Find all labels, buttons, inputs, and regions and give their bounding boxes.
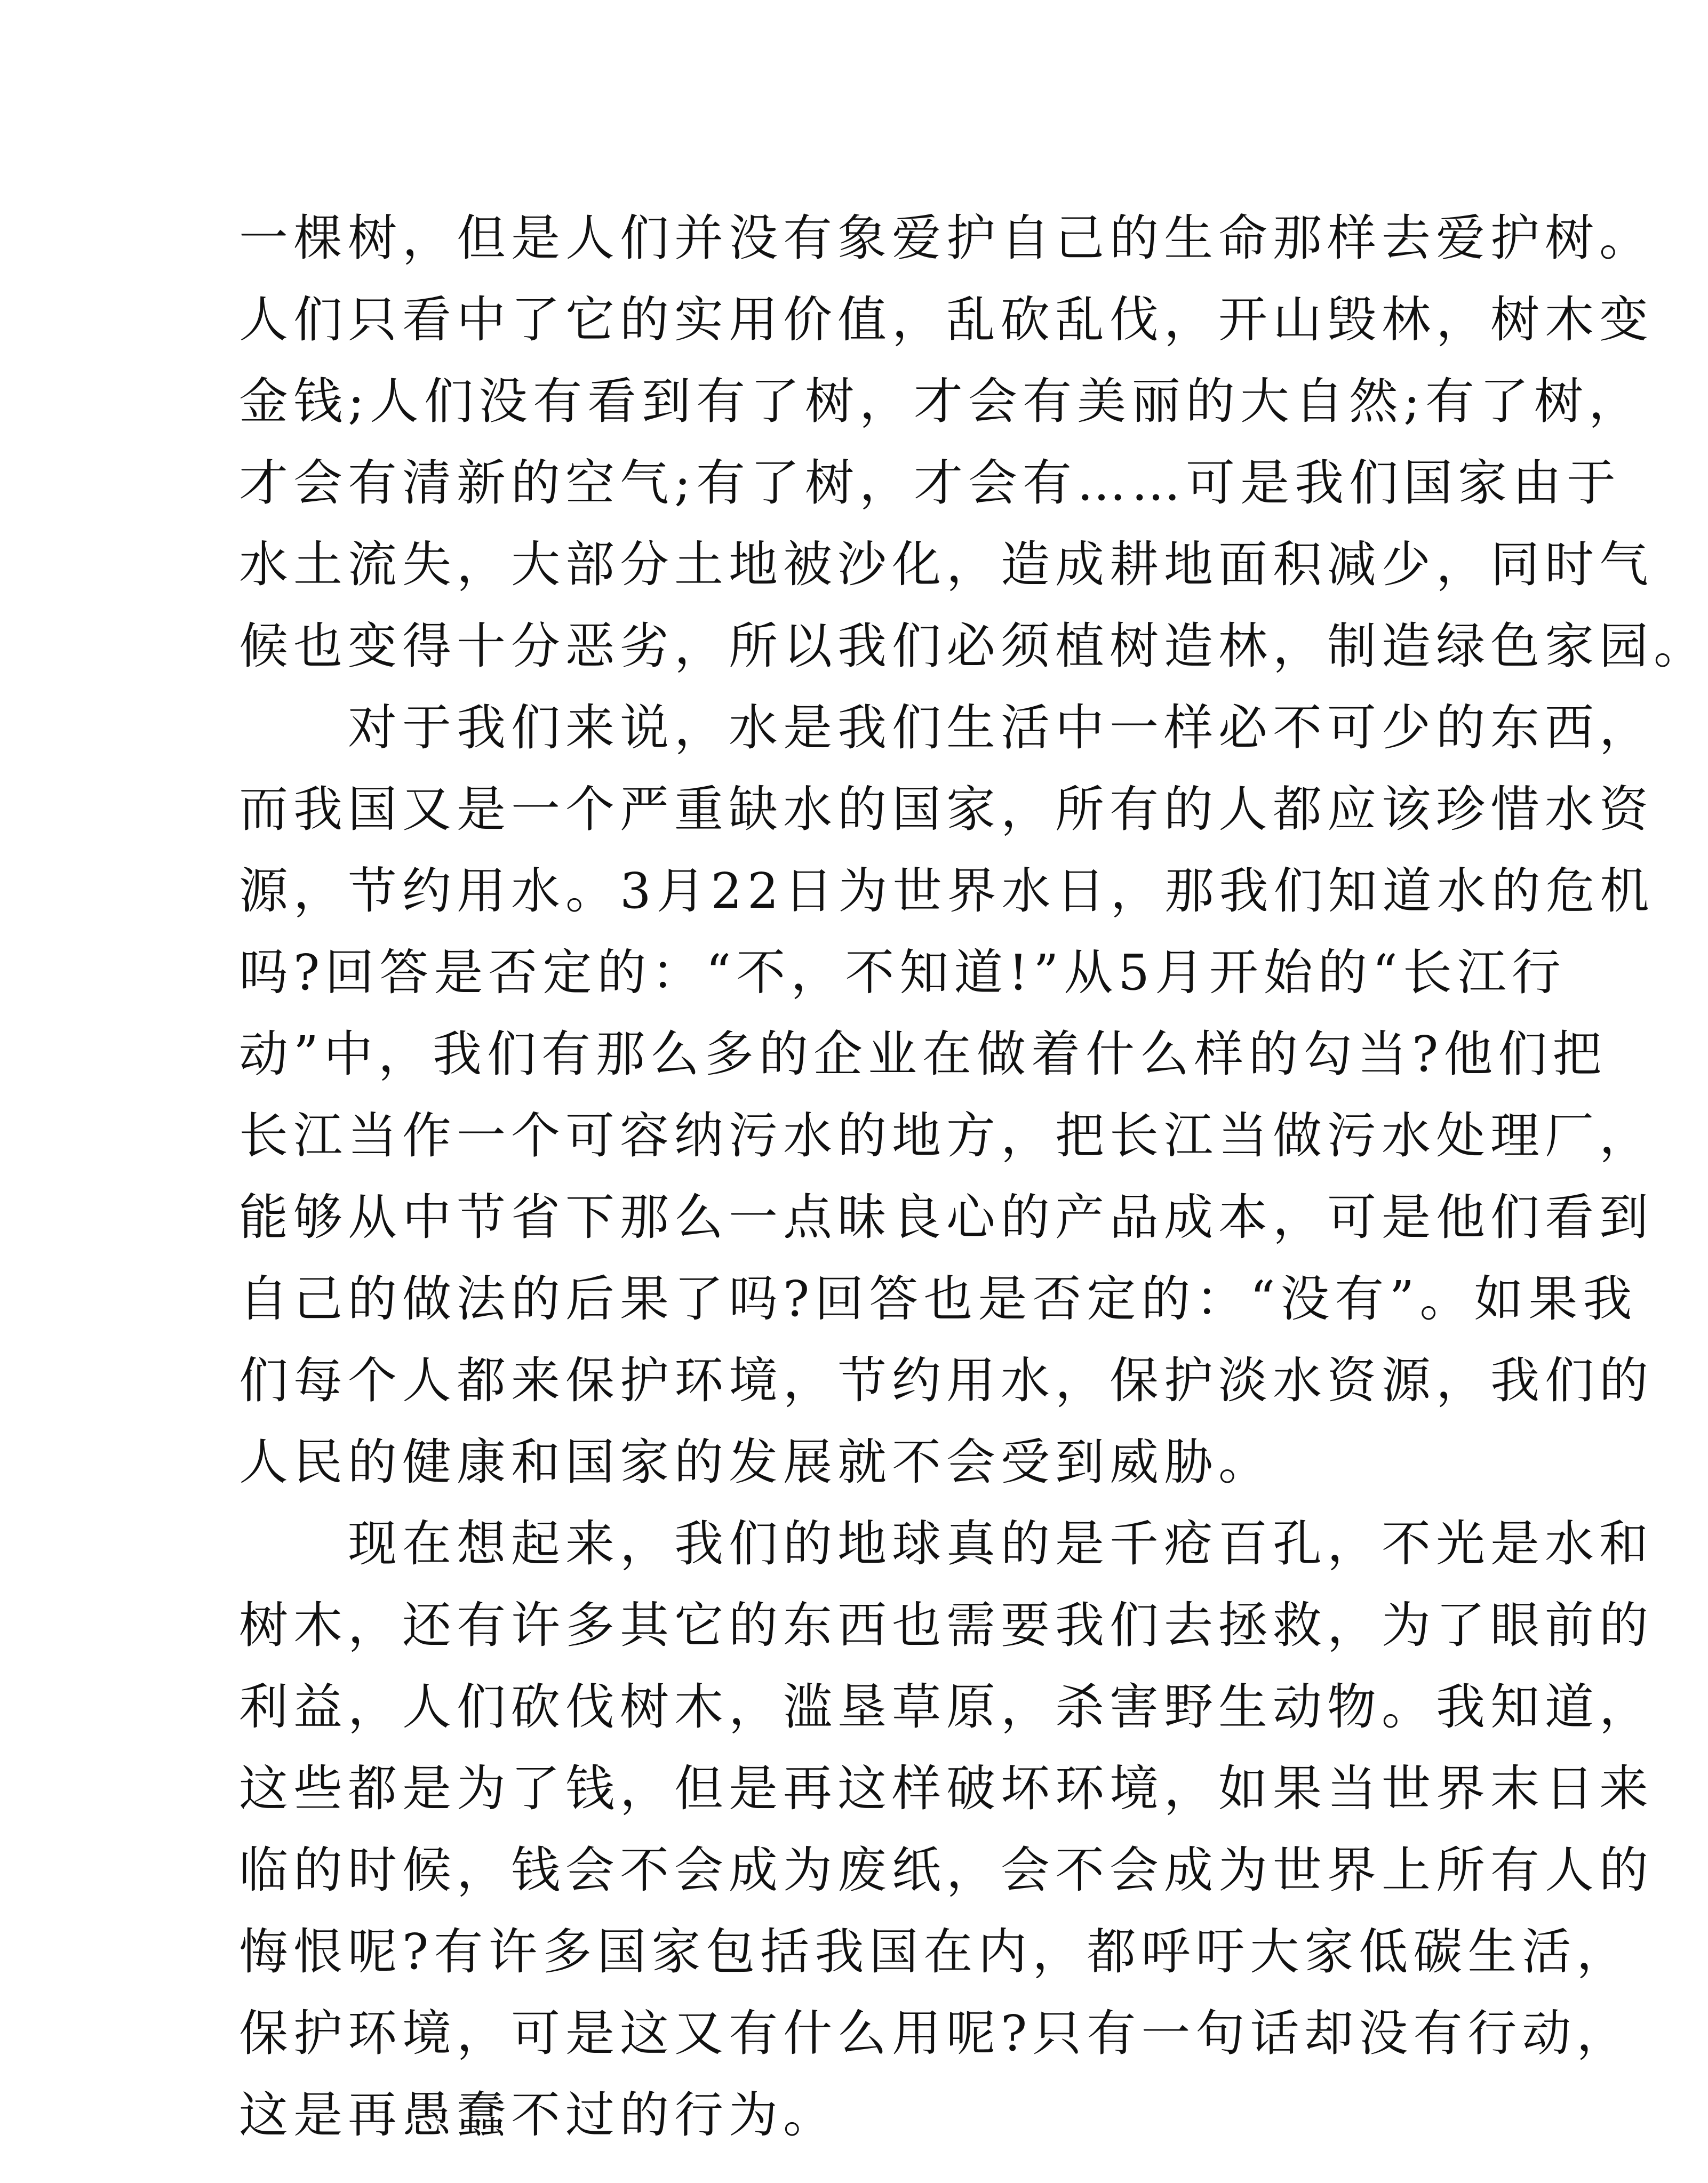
paragraph-2-line-7: 能够从中节省下那么一点昧良心的产品成本，可是他们看到 <box>239 1189 1654 1246</box>
paragraph-2-line-2: 而我国又是一个严重缺水的国家，所有的人都应该珍惜水资 <box>239 781 1654 838</box>
paragraph-2-line-4: 吗?回答是否定的：“不，不知道!”从5月开始的“长江行 <box>239 944 1566 1001</box>
paragraph-3-line-7: 保护环境，可是这又有什么用呢?只有一句话却没有行动， <box>239 2005 1631 2062</box>
paragraph-2-line-1: 对于我们来说，水是我们生活中一样必不可少的东西， <box>348 699 1654 756</box>
paragraph-1-line-3: 金钱;人们没有看到有了树，才会有美丽的大自然;有了树， <box>239 373 1643 430</box>
paragraph-1-line-6: 候也变得十分恶劣，所以我们必须植树造林，制造绿色家园。 <box>239 618 1708 675</box>
paragraph-3-line-8: 这是再愚蠢不过的行为。 <box>239 2086 838 2144</box>
paragraph-3-line-5: 临的时候，钱会不会成为废纸，会不会成为世界上所有人的 <box>239 1842 1654 1899</box>
paragraph-3-line-3: 利益，人们砍伐树木，滥垦草原，杀害野生动物。我知道， <box>239 1678 1654 1736</box>
paragraph-3-line-2: 树木，还有许多其它的东西也需要我们去拯救，为了眼前的 <box>239 1597 1654 1654</box>
paragraph-3-line-4: 这些都是为了钱，但是再这样破坏环境，如果当世界末日来 <box>239 1760 1654 1817</box>
paragraph-1-line-2: 人们只看中了它的实用价值，乱砍乱伐，开山毁林，树木变 <box>239 291 1654 348</box>
paragraph-2-line-5: 动”中，我们有那么多的企业在做着什么样的勾当?他们把 <box>239 1026 1607 1083</box>
paragraph-2-line-8: 自己的做法的后果了吗?回答也是否定的：“没有”。如果我 <box>239 1270 1638 1328</box>
paragraph-1-line-4: 才会有清新的空气;有了树，才会有……可是我们国家由于 <box>239 454 1621 511</box>
paragraph-3-line-1: 现在想起来，我们的地球真的是千疮百孔，不光是水和 <box>348 1515 1654 1572</box>
paragraph-3-line-6: 悔恨呢?有许多国家包括我国在内，都呼吁大家低碳生活， <box>239 1923 1631 1980</box>
paragraph-2-line-9: 们每个人都来保护环境，节约用水，保护淡水资源，我们的 <box>239 1352 1654 1409</box>
paragraph-1-line-1: 一棵树，但是人们并没有象爱护自己的生命那样去爱护树。 <box>239 210 1654 267</box>
paragraph-2-line-6: 长江当作一个可容纳污水的地方，把长江当做污水处理厂， <box>239 1107 1654 1164</box>
paragraph-2-line-3: 源，节约用水。3月22日为世界水日，那我们知道水的危机 <box>239 862 1655 919</box>
paragraph-1-line-5: 水土流失，大部分土地被沙化，造成耕地面积减少，同时气 <box>239 536 1654 593</box>
paragraph-2-line-10: 人民的健康和国家的发展就不会受到威胁。 <box>239 1434 1273 1491</box>
